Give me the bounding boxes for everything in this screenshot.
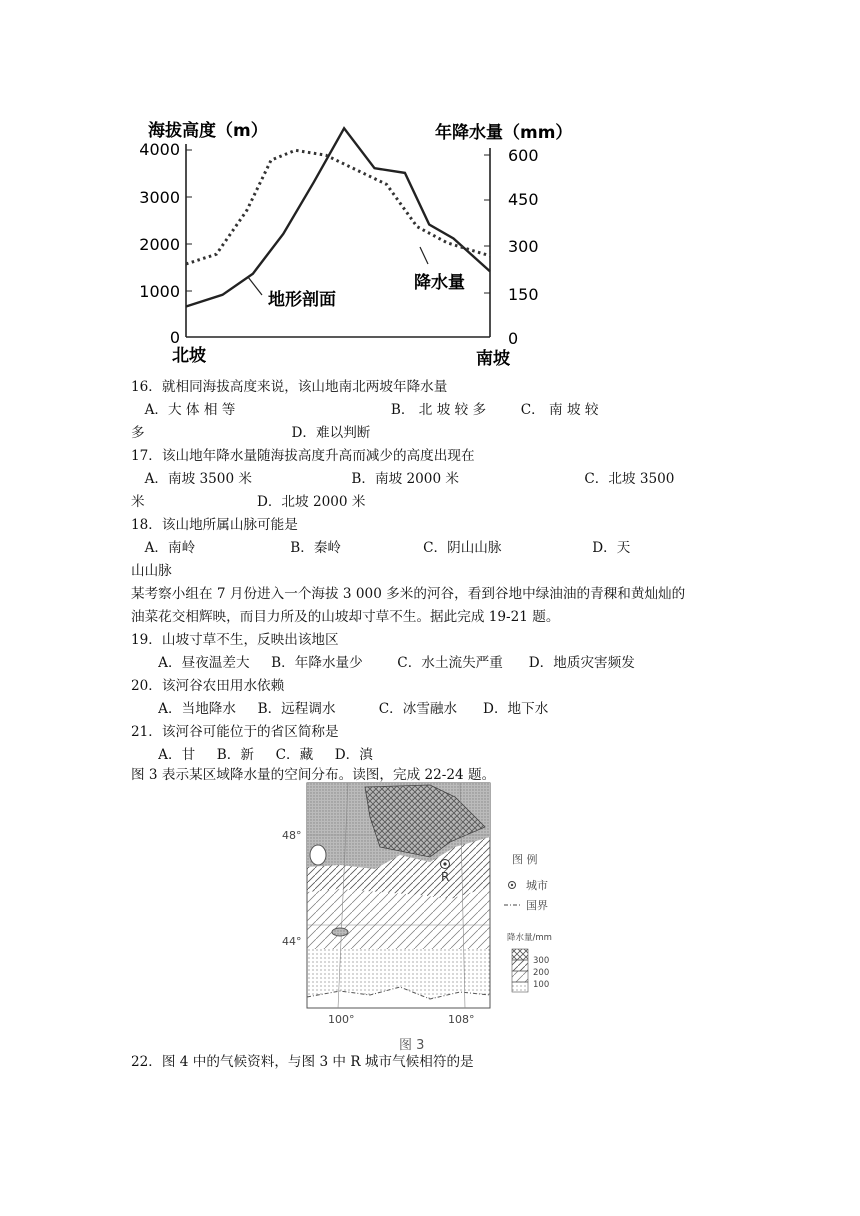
question-18-options-cont: 山山脉 [131,563,172,579]
left-tick-label: 1000 [139,282,180,301]
question-16-options-cont: 多 D．难以判断 [131,425,371,441]
legend-swatch-300 [512,949,528,960]
lat-44-label: 44° [282,935,302,948]
legend-precip-title: 降水量/mm [507,933,552,943]
left-tick-label: 2000 [139,235,180,254]
legend-swatch-low [512,982,528,992]
question-17-options: A．南坡 3500 米 B．南坡 2000 米 C．北坡 3500 [131,471,675,487]
question-16-options: A．大 体 相 等 B． 北 坡 较 多 C． 南 坡 较 [131,402,599,418]
legend-title: 图 例 [512,853,538,866]
city-r-dot [443,862,446,865]
lake-north [310,845,326,865]
right-tick-label: 300 [508,237,539,256]
left-axis-title: 海拔高度（m） [148,121,268,141]
passage-line-2: 油菜花交相辉映，而目力所及的山坡却寸草不生。据此完成 19-21 题。 [131,609,560,625]
left-tick-label: 4000 [139,140,180,159]
lat-48-label: 48° [282,829,302,842]
question-17-stem: 17．该山地年降水量随海拔高度升高而减少的高度出现在 [131,448,475,464]
right-tick-label: 0 [508,329,519,348]
left-tick-label: 3000 [139,188,180,207]
x-right-label: 南坡 [476,349,510,369]
lake-south [332,928,348,936]
right-tick-label: 450 [508,190,539,209]
figure-precipitation-map [280,777,580,1067]
question-18-stem: 18．该山地所属山脉可能是 [131,517,298,533]
precip-label-leader [420,247,428,264]
lon-108-label: 108° [448,1013,475,1026]
question-16-stem: 16．就相同海拔高度来说，该山地南北两坡年降水量 [131,379,448,395]
left-ticks [139,140,192,347]
question-20-stem: 20．该河谷农田用水依赖 [131,678,285,694]
precipitation-label: 降水量 [414,273,465,293]
legend-swatch-200 [512,960,528,971]
city-r-label: R [441,870,450,884]
legend-300-label: 300 [533,956,550,966]
question-18-options: A．南岭 B．秦岭 C．阴山山脉 D．天 [131,540,631,556]
right-ticks [484,146,539,348]
right-axis-title: 年降水量（mm） [435,123,573,143]
legend-swatch-100 [512,971,528,982]
question-21-options: A．甘 B．新 C．藏 D．滇 [131,747,373,763]
question-19-stem: 19．山坡寸草不生，反映出该地区 [131,632,339,648]
question-21-stem: 21．该河谷可能位于的省区简称是 [131,724,339,740]
chart-svg [130,112,573,374]
terrain-label-leader [248,277,262,295]
question-20-options: A．当地降水 B．远程调水 C．冰雪融水 D．地下水 [131,701,549,717]
figure-3-intro: 图 3 表示某区域降水量的空间分布。读图，完成 22-24 题。 [131,767,496,783]
left-tick-label: 0 [169,328,180,347]
question-22-stem: 22．图 4 中的气候资料，与图 3 中 R 城市气候相符的是 [131,1054,474,1070]
right-tick-label: 600 [508,146,539,165]
precipitation-line [186,150,490,264]
passage-line-1: 某考察小组在 7 月份进入一个海拔 3 000 多米的河谷，看到谷地中绿油油的青稞和黄灿灿的 [131,586,686,602]
lon-100-label: 100° [328,1013,355,1026]
x-left-label: 北坡 [172,346,206,366]
legend-200-label: 200 [533,968,550,978]
right-tick-label: 150 [508,285,539,304]
legend-border-label: 国界 [526,899,548,912]
figure-3-caption: 图 3 [399,1038,425,1053]
question-17-options-cont: 米 D．北坡 2000 米 [131,494,366,510]
figure-terrain-precipitation [130,112,573,374]
legend-city-icon-dot [511,884,513,886]
map-svg [280,777,580,1067]
legend-city-label: 城市 [526,879,548,892]
terrain-label: 地形剖面 [268,290,336,310]
question-19-options: A．昼夜温差大 B．年降水量少 C．水土流失严重 D．地质灾害频发 [131,655,635,671]
legend-100-label: 100 [533,980,550,990]
